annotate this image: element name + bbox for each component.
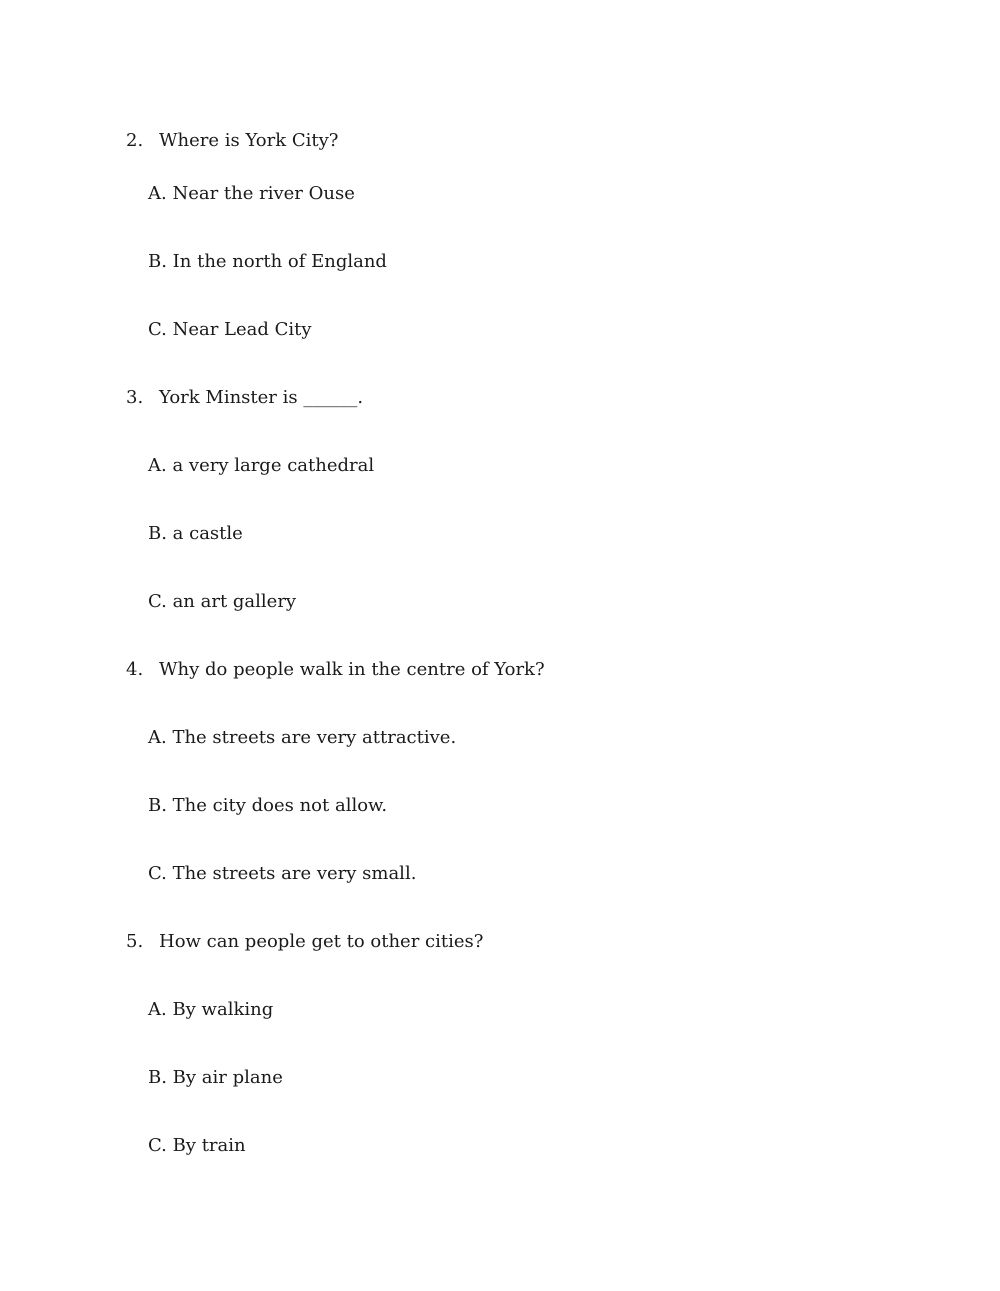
question-5-option-b[interactable]: B. By air plane [148,1067,283,1088]
question-5 [126,931,483,953]
question-text: Where is York City? [159,130,339,151]
question-text: Why do people walk in the centre of York? [159,659,545,680]
question-2 [126,130,338,152]
question-5-option-c[interactable]: C. By train [148,1135,246,1156]
question-4-option-b[interactable]: B. The city does not allow. [148,795,388,816]
question-3-option-b[interactable]: B. a castle [148,523,243,544]
question-4-option-c[interactable]: C. The streets are very small. [148,863,417,884]
question-3-option-a[interactable]: A. a very large cathedral [148,455,375,476]
question-number: 3. [126,387,144,408]
question-4-option-a[interactable]: A. The streets are very attractive. [148,727,457,748]
question-3 [126,387,363,409]
question-2-option-b[interactable]: B. In the north of England [148,251,387,272]
question-text: York Minster is ______. [159,387,364,408]
question-number: 5. [126,931,144,952]
question-2-option-a[interactable]: A. Near the river Ouse [148,183,355,204]
question-3-option-c[interactable]: C. an art gallery [148,591,297,612]
question-4 [126,659,545,681]
question-2-option-c[interactable]: C. Near Lead City [148,319,312,340]
question-number: 2. [126,130,144,151]
question-text: How can people get to other cities? [159,931,484,952]
question-number: 4. [126,659,144,680]
question-5-option-a[interactable]: A. By walking [148,999,274,1020]
